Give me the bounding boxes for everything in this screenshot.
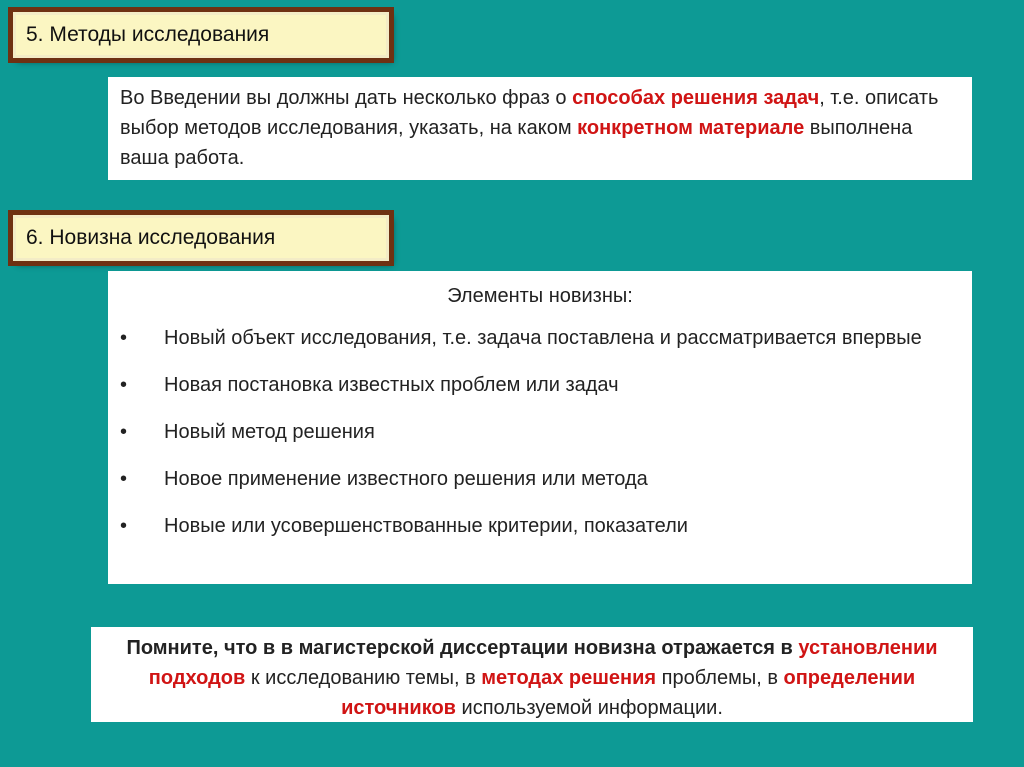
methods-intro-panel — [108, 77, 972, 180]
list-item — [120, 464, 960, 494]
novelty-panel — [108, 271, 972, 584]
list-item-text: Новые или усовершенствованные критерии, показатели — [164, 515, 688, 537]
section-5-heading — [13, 12, 389, 58]
bullet-icon: • — [120, 374, 128, 396]
intro-highlight-1: способах решения задач — [572, 87, 820, 109]
intro-text-3: выполнена ваша работа. — [120, 117, 913, 169]
novelty-subtitle: Элементы новизны: — [447, 285, 633, 307]
reminder-text-4: используемой информации. — [455, 697, 723, 719]
reminder-text-2: к исследованию темы, в — [245, 667, 482, 689]
list-item — [120, 323, 960, 353]
list-item-text: Новое применение известного решения или метода — [164, 468, 648, 490]
list-item — [120, 417, 960, 447]
reminder-text-3: проблемы, в — [656, 667, 784, 689]
bullet-icon: • — [120, 421, 128, 443]
reminder-highlight-3: определении источников — [341, 667, 916, 719]
list-item — [120, 511, 960, 541]
novelty-list — [120, 323, 960, 541]
intro-text-2: , т.е. описать выбор методов исследования, указать, на каком — [120, 87, 939, 139]
section-5-heading-text: 5. Методы исследования — [26, 23, 270, 46]
list-item-text: Новый метод решения — [164, 421, 375, 443]
list-item — [120, 370, 960, 400]
intro-text-1: Во Введении вы должны дать несколько фраз о — [120, 87, 573, 109]
bullet-icon: • — [120, 515, 128, 537]
intro-highlight-2: конкретном материале — [577, 117, 805, 139]
list-item-text: Новая постановка известных проблем или задач — [164, 374, 619, 396]
reminder-highlight-2: методах решения — [481, 667, 657, 689]
reminder-text-1: Помните, что в в магистерской диссертации новизна отражается в — [126, 637, 799, 659]
bullet-icon: • — [120, 327, 128, 349]
bullet-icon: • — [120, 468, 128, 490]
list-item-text: Новый объект исследования, т.е. задача поставлена и рассматривается впервые — [164, 327, 922, 349]
reminder-panel — [91, 627, 973, 722]
section-6-heading-text: 6. Новизна исследования — [26, 226, 276, 249]
reminder-highlight-1: установлении подходов — [148, 637, 938, 689]
section-6-heading — [13, 215, 389, 261]
